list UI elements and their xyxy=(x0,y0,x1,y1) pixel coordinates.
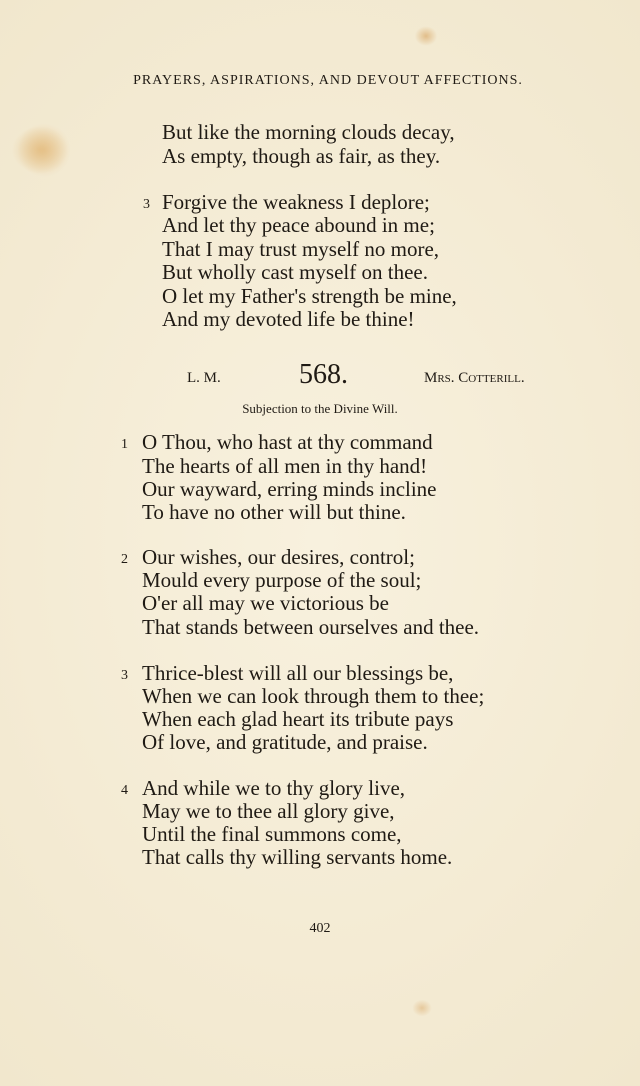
running-head: PRAYERS, ASPIRATIONS, AND DEVOUT AFFECTIONS. xyxy=(133,73,523,88)
verse-line: To have no other will but thine. xyxy=(142,500,406,524)
verse-line: That stands between ourselves and thee. xyxy=(142,615,480,639)
verse-line: But wholly cast myself on thee. xyxy=(162,260,428,284)
verse-line: Thrice-blest will all our blessings be, xyxy=(142,661,454,685)
verse-line: Of love, and gratitude, and praise. xyxy=(142,730,428,754)
hymn-meter: L. M. xyxy=(187,370,221,386)
verse-line-text: O Thou, who hast at thy command xyxy=(142,430,433,454)
verse-number: 3 xyxy=(143,197,150,212)
paper-stain xyxy=(18,122,70,178)
verse-line: May we to thee all glory give, xyxy=(142,799,395,823)
verse-line: The hearts of all men in thy hand! xyxy=(142,454,428,478)
verse-line: Our wayward, erring minds incline xyxy=(142,477,437,501)
verse-line: Our wishes, our desires, control; xyxy=(142,545,415,569)
verse-number: 2 xyxy=(121,552,128,567)
prev-hymn-line: But like the morning clouds decay, xyxy=(162,120,455,144)
verse-line xyxy=(142,430,433,454)
hymn-number: 568. xyxy=(299,359,348,390)
verse-line: When each glad heart its tribute pays xyxy=(142,707,454,731)
verse-line: Mould every purpose of the soul; xyxy=(142,568,422,592)
prev-hymn-line: As empty, though as fair, as they. xyxy=(162,144,441,168)
verse-line: And let thy peace abound in me; xyxy=(162,213,435,237)
verse-line: Until the final summons come, xyxy=(142,822,402,846)
verse-number: 3 xyxy=(121,668,128,683)
verse-number: 4 xyxy=(121,783,128,798)
verse-line: O let my Father's strength be mine, xyxy=(162,284,457,308)
verse-line: That calls thy willing servants home. xyxy=(142,845,453,869)
verse-line: That I may trust myself no more, xyxy=(162,237,440,261)
page-number: 402 xyxy=(309,921,331,936)
verse-line: O'er all may we victorious be xyxy=(142,591,389,615)
verse-line: When we can look through them to thee; xyxy=(142,684,485,708)
verse-number: 1 xyxy=(121,437,128,452)
hymn-author: Mrs. Cotterill. xyxy=(424,370,525,386)
verse-line: And my devoted life be thine! xyxy=(162,307,415,331)
hymn-subtitle: Subjection to the Divine Will. xyxy=(242,401,398,416)
verse-line: Forgive the weakness I deplore; xyxy=(162,190,430,214)
verse-line: And while we to thy glory live, xyxy=(142,776,406,800)
